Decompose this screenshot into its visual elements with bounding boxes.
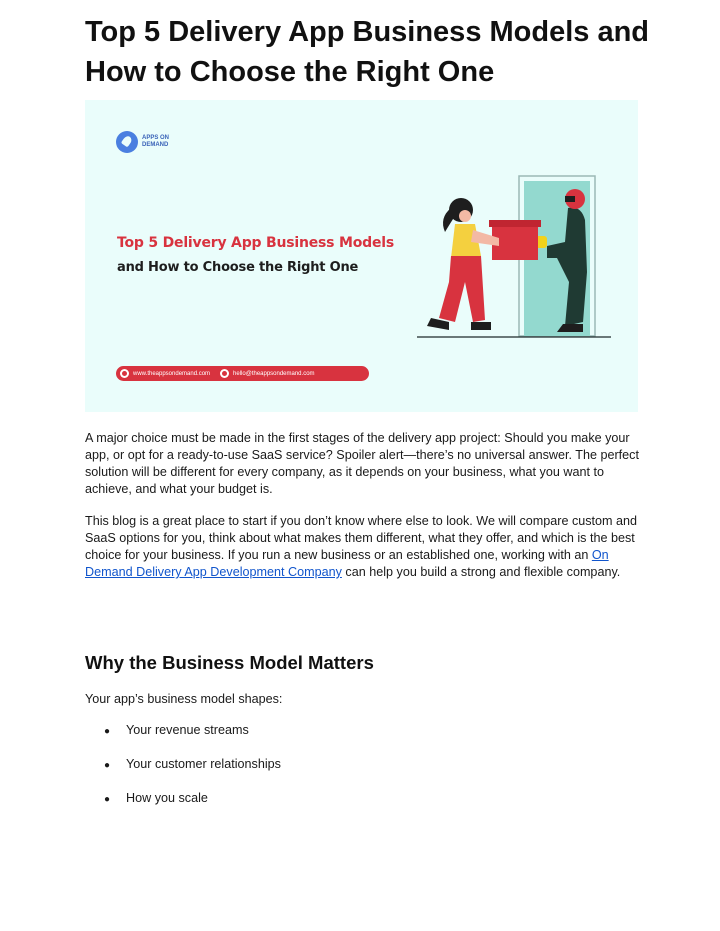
banner-title-line-1: Top 5 Delivery App Business Models xyxy=(117,235,394,251)
website-text: www.theappsondemand.com xyxy=(133,370,211,377)
brand-logo xyxy=(116,131,182,153)
logo-text: APPS ON DEMAND xyxy=(142,135,170,148)
customer-pants xyxy=(439,256,485,322)
website-contact xyxy=(120,369,210,378)
banner-title-line-2: and How to Choose the Right One xyxy=(117,260,359,275)
contact-bar xyxy=(116,366,369,381)
blog-paragraph-text-start: This blog is a great place to start if you don’t know where else to look. We will compare custom and SaaS options for you, think about what makes them different, what they offer, and which is the best choice for your business. If you run a new business or an established one, working with an xyxy=(85,514,638,562)
email-text: hello@theappsondemand.com xyxy=(233,370,315,377)
page-title: Top 5 Delivery App Business Models and How to Choose the Right One xyxy=(85,16,650,88)
courier-visor xyxy=(565,196,575,202)
globe-icon xyxy=(120,369,129,378)
blog-paragraph xyxy=(85,513,645,581)
section-heading: Why the Business Model Matters xyxy=(85,652,374,673)
customer-face xyxy=(459,210,471,222)
email-contact xyxy=(220,369,314,378)
delivery-app-company-link[interactable]: On Demand Delivery App Development Company xyxy=(85,548,609,579)
list-item-text: How you scale xyxy=(126,791,208,805)
bullet-icon: ● xyxy=(104,726,111,737)
list-item xyxy=(104,756,281,774)
intro-paragraph: A major choice must be made in the first stages of the delivery app project: Should you make your app, or opt for a ready-to-use SaaS service? Spoiler alert—there’s no universal answer. The perfect solution will be different for every company, as it depends on your business, what you want to achieve, and what your budget is. xyxy=(85,431,639,496)
rocket-logo-icon xyxy=(116,131,138,153)
customer-shoe-right xyxy=(471,322,491,330)
blog-paragraph-text-end: can help you build a strong and flexible company. xyxy=(341,565,621,579)
list-item xyxy=(104,790,208,808)
bullet-icon: ● xyxy=(104,794,111,805)
bullet-icon: ● xyxy=(104,760,111,771)
hero-banner-image xyxy=(85,100,638,412)
mail-icon xyxy=(220,369,229,378)
list-item xyxy=(104,722,249,740)
customer-shoe-left xyxy=(427,318,449,330)
delivery-illustration xyxy=(415,172,630,372)
list-item-text: Your customer relationships xyxy=(126,757,281,771)
package-lid xyxy=(489,220,541,227)
section-intro: Your app’s business model shapes: xyxy=(85,692,283,706)
list-item-text: Your revenue streams xyxy=(126,723,249,737)
